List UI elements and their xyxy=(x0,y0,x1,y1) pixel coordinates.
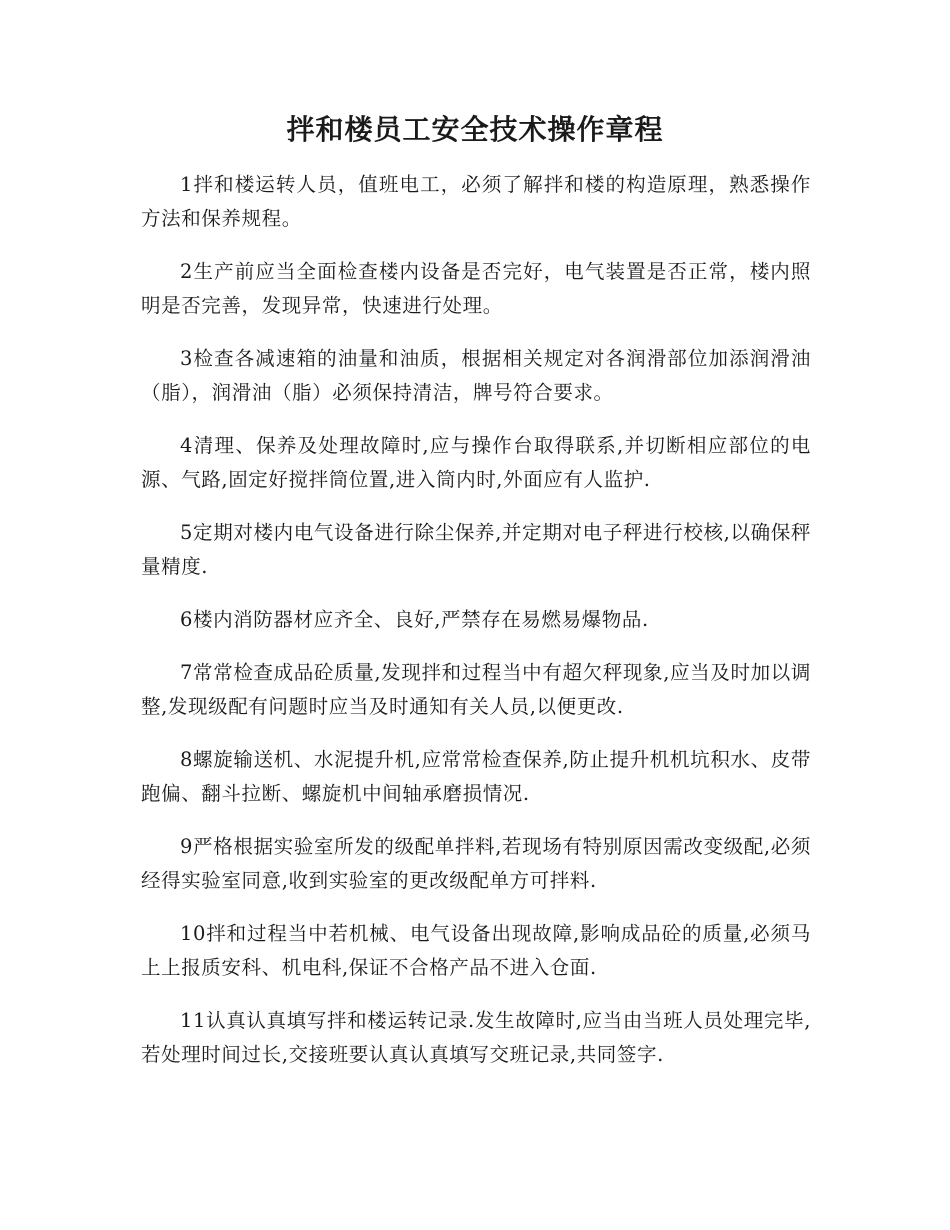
paragraph-7: 7常常检查成品砼质量,发现拌和过程当中有超欠秤现象,应当及时加以调整,发现级配有问题时应当及时通知有关人员,以便更改. xyxy=(141,661,811,718)
paragraph-6: 6楼内消防器材应齐全、良好,严禁存在易燃易爆物品. xyxy=(180,608,649,631)
document-title: 拌和楼员工安全技术操作章程 xyxy=(286,113,664,146)
paragraph-10: 10拌和过程当中若机械、电气设备出现故障,影响成品砼的质量,必须马上上报质安科、机电科,保证不合格产品不进入仓面. xyxy=(141,922,811,979)
paragraph-1: 1拌和楼运转人员，值班电工，必须了解拌和楼的构造原理，熟悉操作方法和保养规程。 xyxy=(141,173,811,230)
paragraph-2: 2生产前应当全面检查楼内设备是否完好，电气装置是否正常，楼内照明是否完善，发现异常，快速进行处理。 xyxy=(141,260,811,317)
paragraph-5: 5定期对楼内电气设备进行除尘保养,并定期对电子秤进行校核,以确保秤量精度. xyxy=(141,521,811,578)
paragraph-3: 3检查各减速箱的油量和油质，根据相关规定对各润滑部位加添润滑油（脂），润滑油（脂）必须保持清洁，牌号符合要求。 xyxy=(141,347,811,404)
paragraph-11: 11认真认真填写拌和楼运转记录.发生故障时,应当由当班人员处理完毕,若处理时间过长,交接班要认真认真填写交班记录,共同签字. xyxy=(141,1009,811,1066)
paragraph-9: 9严格根据实验室所发的级配单拌料,若现场有特别原因需改变级配,必须经得实验室同意,收到实验室的更改级配单方可拌料. xyxy=(141,835,811,892)
paragraph-8: 8螺旋输送机、水泥提升机,应常常检查保养,防止提升机机坑积水、皮带跑偏、翻斗拉断、螺旋机中间轴承磨损情况. xyxy=(141,748,811,805)
paragraph-4: 4清理、保养及处理故障时,应与操作台取得联系,并切断相应部位的电源、气路,固定好搅拌筒位置,进入筒内时,外面应有人监护. xyxy=(141,434,811,491)
document-body xyxy=(141,168,811,1091)
